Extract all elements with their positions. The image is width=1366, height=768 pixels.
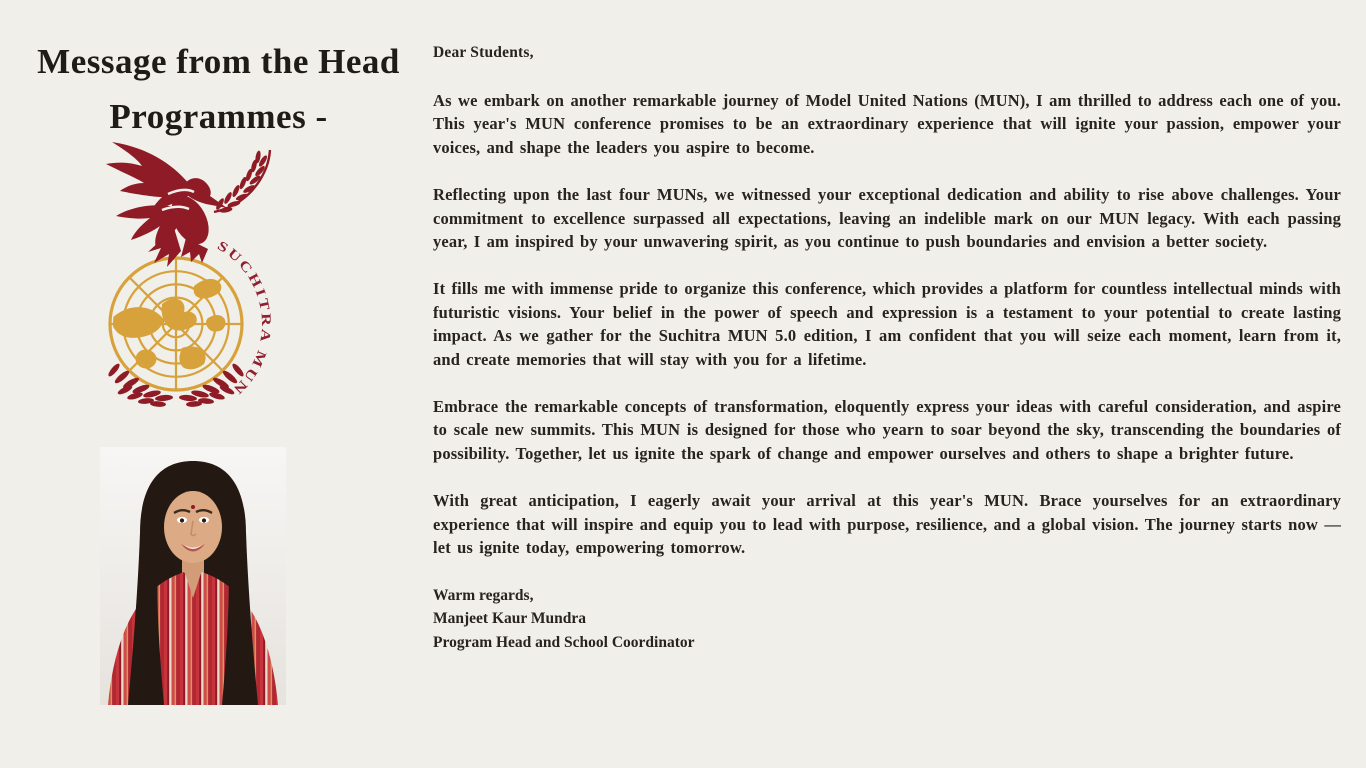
portrait-photo [100, 447, 286, 705]
page-title [0, 34, 437, 144]
page-title-line2: Programmes - [109, 97, 328, 136]
letter [433, 44, 1341, 654]
salutation: Dear Students, [433, 44, 534, 61]
suchitra-mun-logo-graphic [98, 136, 278, 418]
letter-paragraph-2: Reflecting upon the last four MUNs, we witnessed your exceptional dedication and ability to rise above challenges. Your commitment to excellence surpassed all expectations, leaving an indelible mark on our MUN legacy. With each passing year, I am inspired by your unwavering spirit, as you continue to push boundaries and envision a better society. [433, 185, 1341, 252]
letter-paragraph-1: As we embark on another remarkable journey of Model United Nations (MUN), I am thrilled to address each one of you. This year's MUN conference promises to be an extraordinary experience that will ignite your passion, empower your voices, and shape the leaders you aspire to become. [433, 91, 1341, 157]
letter-paragraph-4: Embrace the remarkable concepts of transformation, eloquently express your ideas with careful consideration, and aspire to scale new summits. This MUN is designed for those who yearn to soar beyond the sky, transcending the boundaries of possibility. Together, let us ignite the spark of change and empower ourselves and others to shape a brighter future. [433, 397, 1341, 463]
closing: Warm regards, [433, 586, 534, 604]
portrait-illustration [100, 447, 286, 705]
letter-paragraph-3: It fills me with immense pride to organize this conference, which provides a platform for countless intellectual minds with futuristic visions. Your belief in the power of speech and expression is a testament to your potential to create lasting impact. As we gather for the Suchitra MUN 5.0 edition, I am confident that you will seize each moment, learn from it, and create memories that will stay with you for a lifetime. [433, 279, 1341, 369]
logo-curved-text: SUCHITRA MUN [214, 237, 275, 397]
laurel-branch-icon [214, 150, 270, 213]
left-panel [0, 0, 437, 768]
signature-title: Program Head and School Coordinator [433, 633, 695, 651]
bindi [191, 505, 195, 509]
suchitra-mun-logo [98, 136, 278, 418]
letter-paragraph-5: With great anticipation, I eagerly await your arrival at this year's MUN. Brace yourselves for an extraordinary experience that will inspire and equip you to lead with purpose, resilience, and a global vision. The journey starts now —let us ignite today, empowering tomorrow. [433, 491, 1341, 558]
page-title-line1: Message from the Head [37, 42, 400, 81]
signature-name: Manjeet Kaur Mundra [433, 610, 586, 627]
eagle-icon [106, 142, 227, 267]
signature-block [433, 584, 1341, 655]
